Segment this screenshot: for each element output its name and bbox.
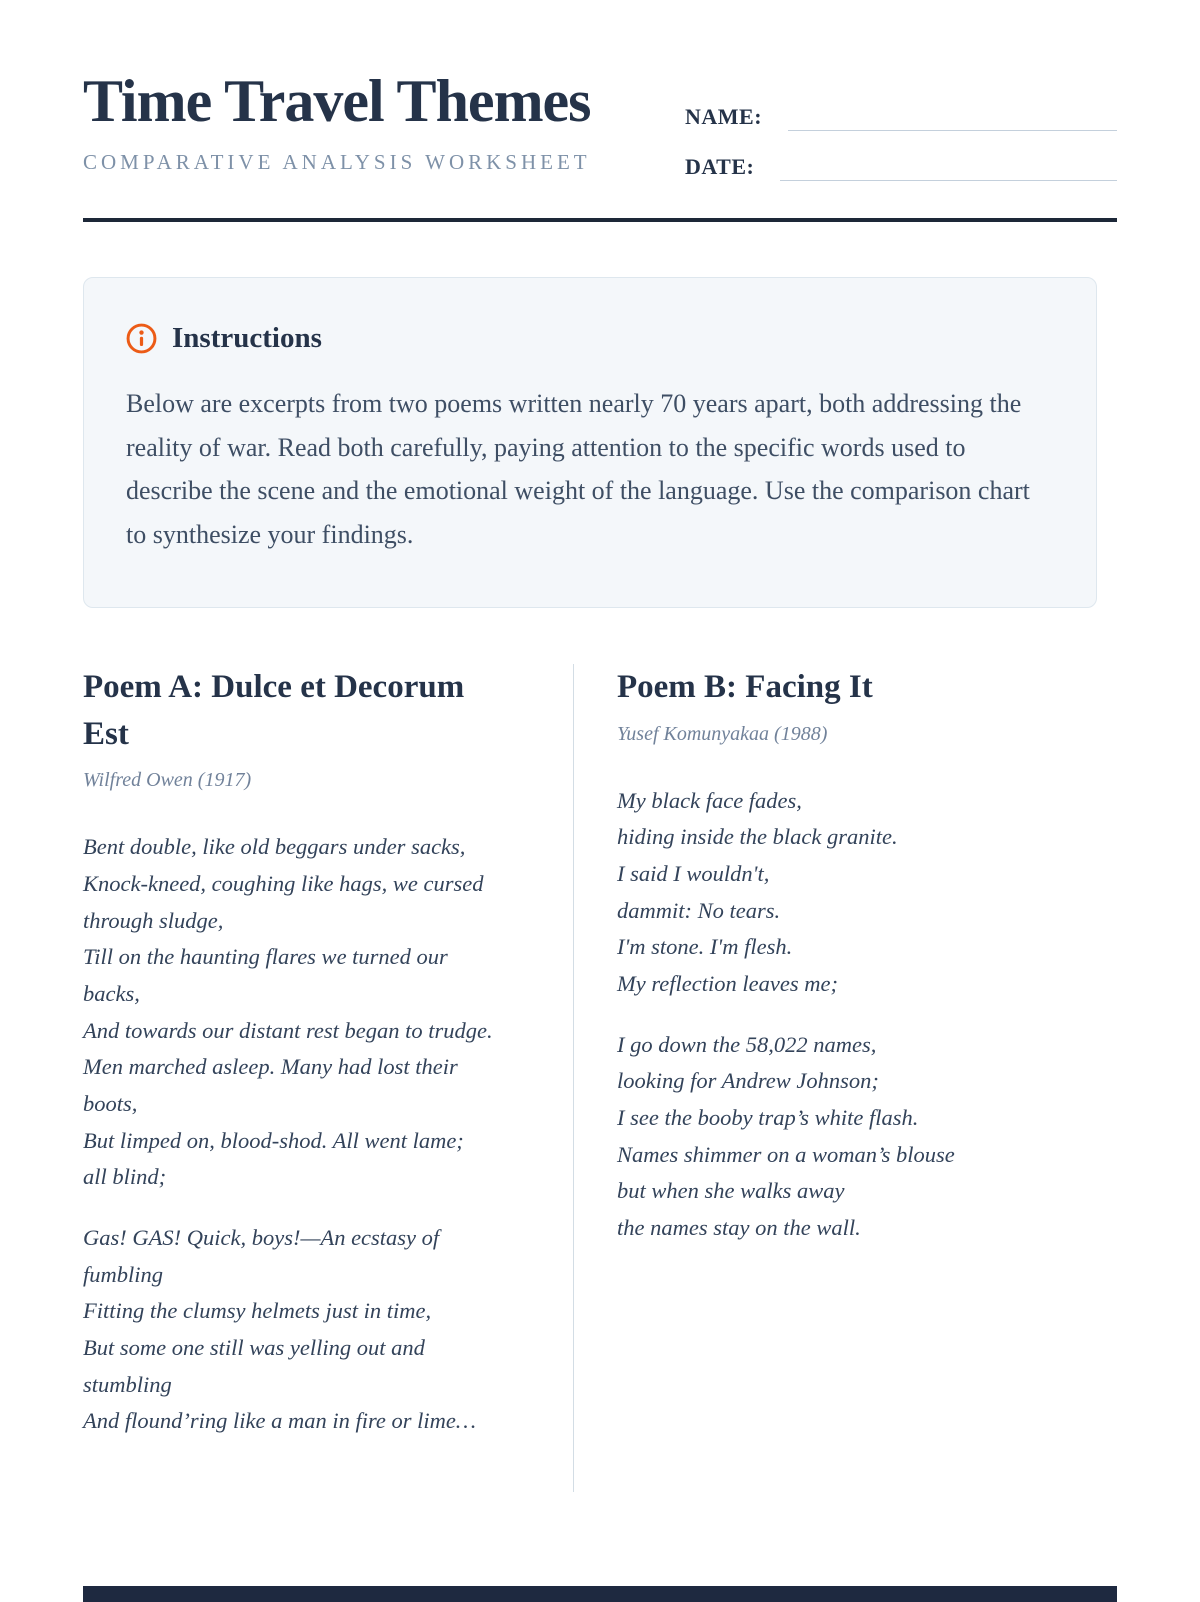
poem-line: My reflection leaves me; xyxy=(617,970,838,996)
poem-line: dammit: No tears. xyxy=(617,897,781,923)
poem-line: I'm stone. I'm flesh. xyxy=(617,934,793,960)
poem-line: Men marched asleep. Many had lost their boots, xyxy=(83,1054,458,1117)
poem-line: But limped on, blood-shod. All went lame; all blind; xyxy=(83,1127,464,1190)
header xyxy=(83,0,1117,202)
title-block xyxy=(83,70,685,175)
page-subtitle: COMPARATIVE ANALYSIS WORKSHEET xyxy=(83,150,591,174)
header-divider xyxy=(83,218,1117,222)
stanza xyxy=(83,1220,493,1440)
poem-line: I go down the 58,022 names, xyxy=(617,1031,877,1057)
stanza xyxy=(617,783,1117,1003)
poem-line: hiding inside the black granite. xyxy=(617,824,898,850)
poem-a-text xyxy=(83,829,493,1440)
poem-line: Gas! GAS! Quick, boys!—An ecstasy of fumbling xyxy=(83,1225,440,1287)
poem-line: I said I wouldn't, xyxy=(617,860,770,886)
poem-line: the names stay on the wall. xyxy=(617,1214,861,1240)
poem-line: My black face fades, xyxy=(617,787,802,813)
poem-a-attribution: Wilfred Owen (1917) xyxy=(83,769,252,792)
instructions-heading: Instructions xyxy=(172,322,322,354)
poem-line: but when she walks away xyxy=(617,1178,845,1204)
date-field-row xyxy=(685,152,1117,181)
instructions-box xyxy=(83,277,1097,608)
poem-line: Knock-kneed, coughing like hags, we cursed through sludge, xyxy=(83,871,484,933)
poem-b-heading: Poem B: Facing It xyxy=(617,668,873,705)
poem-line: And flound’ring like a man in fire or lime… xyxy=(83,1408,476,1434)
poem-line: Names shimmer on a woman’s blouse xyxy=(617,1141,955,1167)
name-label: NAME: xyxy=(685,104,763,129)
poem-b-column xyxy=(574,664,1117,1492)
poem-line: And towards our distant rest began to trudge. xyxy=(83,1017,493,1043)
poem-a-heading: Poem A: Dulce et Decorum Est xyxy=(83,668,465,752)
info-icon xyxy=(126,323,157,354)
poem-comparison-section xyxy=(83,664,1117,1492)
poem-line: Till on the haunting flares we turned our backs, xyxy=(83,944,448,1007)
page-title: Time Travel Themes xyxy=(83,68,591,134)
name-date-fields xyxy=(685,102,1117,202)
poem-b-attribution: Yusef Komunyakaa (1988) xyxy=(617,722,828,745)
name-field-row xyxy=(685,102,1117,131)
instructions-text: Below are excerpts from two poems written nearly 70 years apart, both addressing the reality of war. Read both carefully, paying attention to the specific words used to describe the scene and the emotional weight of the language. Use the comparison chart to synthesize your findings. xyxy=(126,389,1030,550)
stanza xyxy=(83,829,493,1196)
instructions-header xyxy=(126,322,1038,355)
poem-line: Bent double, like old beggars under sacks, xyxy=(83,834,466,860)
poem-a-column xyxy=(83,664,574,1492)
poem-b-text xyxy=(617,783,1117,1247)
date-input[interactable] xyxy=(780,152,1117,181)
stanza xyxy=(617,1027,1117,1247)
poem-line: Fitting the clumsy helmets just in time, xyxy=(83,1298,432,1324)
poem-line: looking for Andrew Johnson; xyxy=(617,1068,879,1094)
poem-line: But some one still was yelling out and stumbling xyxy=(83,1335,425,1397)
name-input[interactable] xyxy=(788,102,1117,131)
date-label: DATE: xyxy=(685,154,755,179)
poem-line: I see the booby trap’s white flash. xyxy=(617,1104,919,1130)
